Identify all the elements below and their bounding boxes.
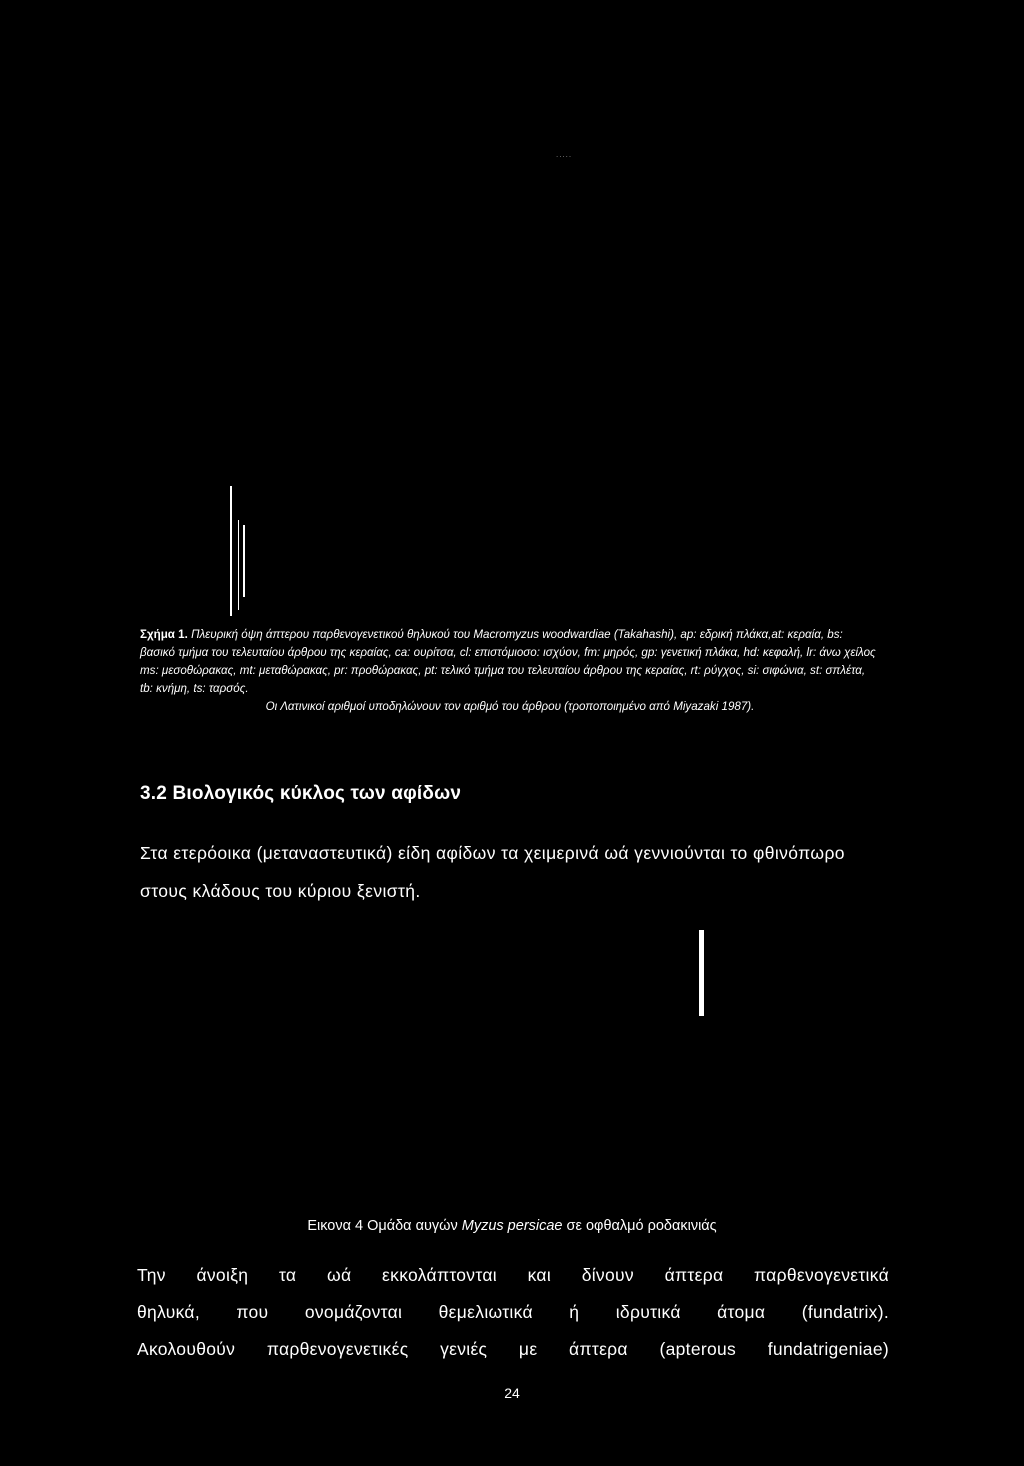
paragraph-winter-eggs: Στα ετερόοικα (μεταναστευτικά) είδη αφίδων τα χειμερινά ωά γεννιούνται το φθινόπωρο στους κλάδους του κύριου ξενιστή. bbox=[140, 843, 845, 901]
figure-1-caption bbox=[140, 626, 880, 716]
figure-remnant-line bbox=[238, 520, 239, 610]
figure-remnant-line bbox=[243, 525, 245, 597]
figure-4-caption bbox=[0, 1218, 1024, 1234]
figure-4-prefix: Εικονα 4 Ομάδα αυγών bbox=[307, 1218, 458, 1234]
scan-artifact: ..... bbox=[556, 150, 573, 159]
figure-remnant-line bbox=[699, 930, 704, 1016]
figure-4-suffix: σε οφθαλμό ροδακινιάς bbox=[566, 1218, 717, 1234]
figure-4-species: Myzus persicae bbox=[461, 1218, 563, 1234]
paragraph-line: θηλυκά, που ονομάζονται θεμελιωτικά ή ιδρυτικά άτομα (fundatrix). bbox=[137, 1302, 889, 1322]
paragraph-spring-hatch bbox=[137, 1257, 889, 1368]
page-number: 24 bbox=[504, 1385, 520, 1401]
paragraph-line: Ακολουθούν παρθενογενετικές γενιές με άπτερα (apterous fundatrigeniae) bbox=[137, 1339, 889, 1359]
caption-text: Πλευρική όψη άπτερου παρθενογενετικού θηλυκού του Macromyzus woodwardiae (Takahashi), ap: εδρική πλάκα,at: κεραία, bs: βασικό τμήμα του τελευταίου άρθρου της κεραίας, ca: ουρίτσα, cl: επιστόμιοσο: ισχύον, fm: μηρός, gp: γενετική πλάκα, hd: κεφαλή, lr: άνω χείλος ms: μεσοθώρακας, mt: μεταθώρακας, pr: προθώρακας, pt: τελικό τμήμα του τελευταίου άρθρου της κεραίας, rt: ρύγχος, si: σιφώνια, st: σπλέτα, tb: κνήμη, ts: ταρσός. bbox=[140, 628, 876, 695]
figure-remnant-line bbox=[230, 486, 232, 616]
caption-lead: Σχήμα 1. bbox=[140, 628, 188, 641]
caption-last-line: Οι Λατινικοί αριθμοί υποδηλώνουν τον αριθμό του άρθρου (τροποποιημένο από Miyazaki 1987). bbox=[265, 700, 755, 713]
section-heading: 3.2 Βιολογικός κύκλος των αφίδων bbox=[140, 783, 462, 804]
paragraph-line: Την άνοιξη τα ωά εκκολάπτονται και δίνουν άπτερα παρθενογενετικά bbox=[137, 1265, 889, 1285]
